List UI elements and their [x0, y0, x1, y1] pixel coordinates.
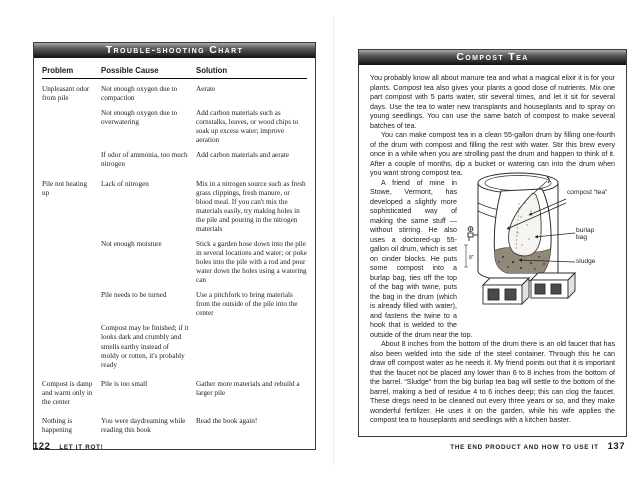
table-row: [42, 291, 307, 318]
drum-illustration: [463, 167, 615, 325]
paragraph-2: You can make compost tea in a clean 55-gallon drum by filling one-fourth of the drum with compost and filling the rest with water. Stir this brew every once in a while when you are strolling past the drum and happen to think of it. After a couple of months, dip a bucket or watering can into the drum when you want strong compost tea.: [370, 131, 615, 177]
cell-cause: Not enough oxygen due to compaction: [101, 85, 178, 103]
faucet: [468, 226, 478, 240]
cell-solution: Read the book again!: [196, 416, 258, 425]
table-row: [42, 109, 307, 145]
column-header-solution: Solution: [196, 66, 228, 75]
right-page-number: 137: [607, 441, 625, 452]
paragraph-3: A friend of mine in Stowe, Vermont, has developed a slightly more sophisticated way of making the same stuff — without stirring. He also uses a doctored-up 55-gallon oil drum, which is set on cinder blocks. He puts some compost into a burlap bag, ties off the top of the bag with twine, puts the bag in the drum (which is already filled with water), and fastens the twine to a hook that is welded to the outside of the drum near the top.: [370, 178, 473, 339]
table-row: [42, 324, 307, 369]
table-row: [42, 180, 307, 234]
table-row: [42, 417, 307, 435]
cell-cause: If odor of ammonia, too much nitrogen: [101, 151, 188, 169]
cell-problem: Pile not heating up: [42, 179, 88, 197]
dimension-bracket: [464, 245, 468, 267]
sludge-label: sludge: [576, 257, 596, 265]
table-row: [42, 85, 307, 103]
dimension-label: 8″: [469, 254, 474, 261]
cell-cause: Lack of nitrogen: [101, 179, 149, 188]
cell-problem: [42, 151, 94, 169]
chart-table: [34, 58, 315, 449]
page-gutter: [333, 16, 334, 466]
table-row: [42, 240, 307, 285]
cell-solution: Add carbon materials such as cornstalks, leaves, or wood chips to soak up excess water; improve aeration: [196, 109, 299, 145]
cell-solution: Mix in a nitrogen source such as fresh grass clippings, fresh manure, or blood meal. If you can't mix the materials easily, try making holes in the pile and pouring in the nitrogen materials: [196, 179, 306, 233]
cell-cause: Compost may be finished; if it looks dark and crumbly and smells earthy instead of moldy or rotten, it's probably ready: [101, 324, 189, 369]
cell-cause: Not enough oxygen due to overwatering: [101, 109, 178, 127]
cell-problem: Unpleasant odor from pile: [42, 85, 90, 103]
tea-text: [359, 65, 626, 436]
cell-solution: Use a pitchfork to bring materials from the outside of the pile into the center: [196, 291, 298, 318]
left-page-footer: [33, 441, 103, 452]
table-row: [42, 380, 307, 407]
paragraph-1: You probably know all about manure tea and what a magical elixir it is for your plants. Compost tea also gives your plants a good dose of nutrients. Mix one part compost with 5 parts water, stir several times, and let it sit for several days. Use the tea to water new transplants and houseplants and to spray on young seedlings. You can use the same batch of compost to make several batches of tea.: [370, 74, 615, 130]
tea-title-bar: [359, 50, 626, 65]
table-row: [42, 151, 307, 169]
chapter-running-head: THE END PRODUCT AND HOW TO USE IT: [450, 444, 599, 451]
cell-cause: Pile is too small: [101, 379, 148, 388]
cell-problem: Nothing is happening: [42, 416, 73, 434]
chart-title-bar: [34, 43, 315, 58]
book-title-running-head: LET IT ROT!: [59, 444, 104, 451]
cell-problem: [42, 324, 94, 369]
compost-tea-box: [358, 49, 627, 437]
burlap-bag-label: burlap bag: [576, 226, 595, 242]
column-header-problem: Problem: [42, 66, 74, 75]
cell-problem: [42, 291, 94, 318]
tea-title: Compost Tea: [456, 51, 529, 64]
cell-problem: [42, 240, 94, 285]
cell-solution: Aerate: [196, 85, 216, 93]
cell-solution: Add carbon materials and aerate: [196, 151, 289, 160]
left-page-number: 122: [33, 441, 51, 452]
paragraph-4: About 8 inches from the bottom of the drum there is an old faucet that has also been welded into the side of the steel container. Through this he can draw off compost water as he needs it. My friend points out that it is important that the faucet not be placed any lower than 6 to 8 inches from the bottom of the barrel. “Sludge” from the big burlap tea bag will settle to the bottom of the barrel, making a bed of residue 4 to 6 inches deep; this can clog the faucet. These dregs need to be cleaned out every three years or so, and they make wonderful fertilizer. He uses it on the garden, while his wife applies the compost tea to houseplants and seedlings with a kitchen baster.: [370, 340, 615, 424]
cell-problem: [42, 109, 94, 145]
cell-cause: You were daydreaming while reading this book: [101, 416, 186, 434]
column-header-cause: Possible Cause: [101, 66, 159, 75]
cell-cause: Pile needs to be turned: [101, 291, 167, 300]
cell-solution: [196, 324, 307, 369]
cell-problem: Compost is damp and warm only in the center: [42, 379, 93, 406]
chart-title: Trouble-shooting Chart: [105, 44, 244, 57]
right-page-footer: [450, 441, 625, 452]
cell-cause: Not enough moisture: [101, 239, 162, 248]
compost-tea-label: compost “tea”: [567, 188, 608, 196]
cell-solution: Gather more materials and rebuild a larger pile: [196, 379, 300, 397]
table-header-row: [42, 64, 307, 79]
cinder-blocks: [483, 273, 575, 304]
troubleshooting-chart-box: [33, 42, 316, 450]
cell-solution: Stick a garden hose down into the pile in several locations and water; or poke holes into the pile with a rod and pour water down the holes using a watering can: [196, 239, 307, 285]
